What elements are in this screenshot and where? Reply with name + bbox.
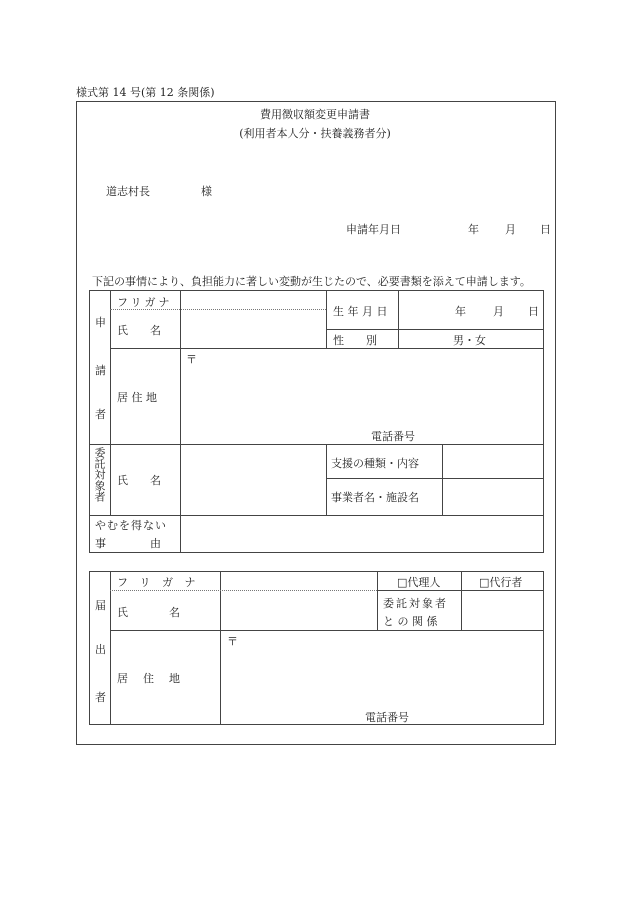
applicant-section-char-3: 者 <box>95 408 106 421</box>
honorific: 様 <box>201 185 212 198</box>
applicant-furigana-field[interactable] <box>181 291 325 308</box>
subject-name-label: 氏 名 <box>117 474 161 487</box>
submitter-name-label: 氏 名 <box>117 606 182 619</box>
submitter-address-label: 居 住 地 <box>117 672 182 685</box>
submitter-postal-mark: 〒 <box>227 635 238 648</box>
relation-label-line1: 委託対象者 <box>383 597 448 610</box>
form-title: 費用徴収額変更申請書 <box>260 108 370 121</box>
reason-label-line2: 事 由 <box>95 537 161 550</box>
support-type-label: 支援の種類・内容 <box>331 457 419 470</box>
provider-name-field[interactable] <box>443 479 543 514</box>
addressee: 道志村長 <box>106 185 150 198</box>
form-number: 様式第 14 号(第 12 条関係) <box>76 86 215 99</box>
gender-options[interactable]: 男・女 <box>453 334 486 347</box>
applicant-section-char-2: 請 <box>95 364 106 377</box>
application-date-label: 申請年月日 <box>346 223 401 236</box>
applicant-postal-mark: 〒 <box>186 353 197 366</box>
birthdate-month-unit: 月 <box>493 305 504 318</box>
applicant-name-field[interactable] <box>181 311 325 347</box>
birthdate-field[interactable] <box>399 291 543 328</box>
applicant-phone-label: 電話番号 <box>371 430 415 443</box>
submitter-furigana-label: フ リ ガ ナ <box>117 576 200 589</box>
proxy-checkbox[interactable]: □代行者 <box>479 576 523 589</box>
application-date-day-unit: 日 <box>540 223 551 236</box>
reason-field[interactable] <box>181 516 543 552</box>
submitter-section-char-1: 届 <box>95 599 106 612</box>
reason-label-line1: やむを得ない <box>95 519 167 532</box>
applicant-address-label: 居 住 地 <box>117 391 157 404</box>
support-type-field[interactable] <box>443 445 543 477</box>
relation-field[interactable] <box>462 592 543 629</box>
gender-label: 性 別 <box>333 334 377 347</box>
applicant-section-char-1: 申 <box>95 316 106 329</box>
birthdate-label: 生 年 月 日 <box>333 305 388 318</box>
applicant-furigana-label: フリガナ <box>117 296 173 309</box>
applicant-name-label: 氏 名 <box>117 324 161 337</box>
birthdate-year-unit: 年 <box>455 305 466 318</box>
application-date-month-unit: 月 <box>505 223 516 236</box>
subject-name-field[interactable] <box>181 445 325 514</box>
birthdate-day-unit: 日 <box>528 305 539 318</box>
submitter-phone-label: 電話番号 <box>365 711 409 724</box>
agent-checkbox[interactable]: □代理人 <box>397 576 441 589</box>
submitter-section-char-2: 出 <box>95 643 106 656</box>
statement: 下記の事情により、負担能力に著しい変動が生じたので、必要書類を添えて申請します。 <box>92 275 531 288</box>
application-date-year-unit: 年 <box>468 223 479 236</box>
submitter-section-char-3: 者 <box>95 691 106 704</box>
form-subtitle: (利用者本人分・扶養義務者分) <box>239 127 391 140</box>
applicant-address-field[interactable] <box>181 349 543 443</box>
submitter-name-field[interactable] <box>221 592 376 629</box>
provider-name-label: 事業者名・施設名 <box>331 491 419 504</box>
relation-label-line2: と の 関 係 <box>383 615 438 628</box>
submitter-furigana-field[interactable] <box>221 572 376 589</box>
subject-section-label: 委託対象者 <box>93 447 106 502</box>
